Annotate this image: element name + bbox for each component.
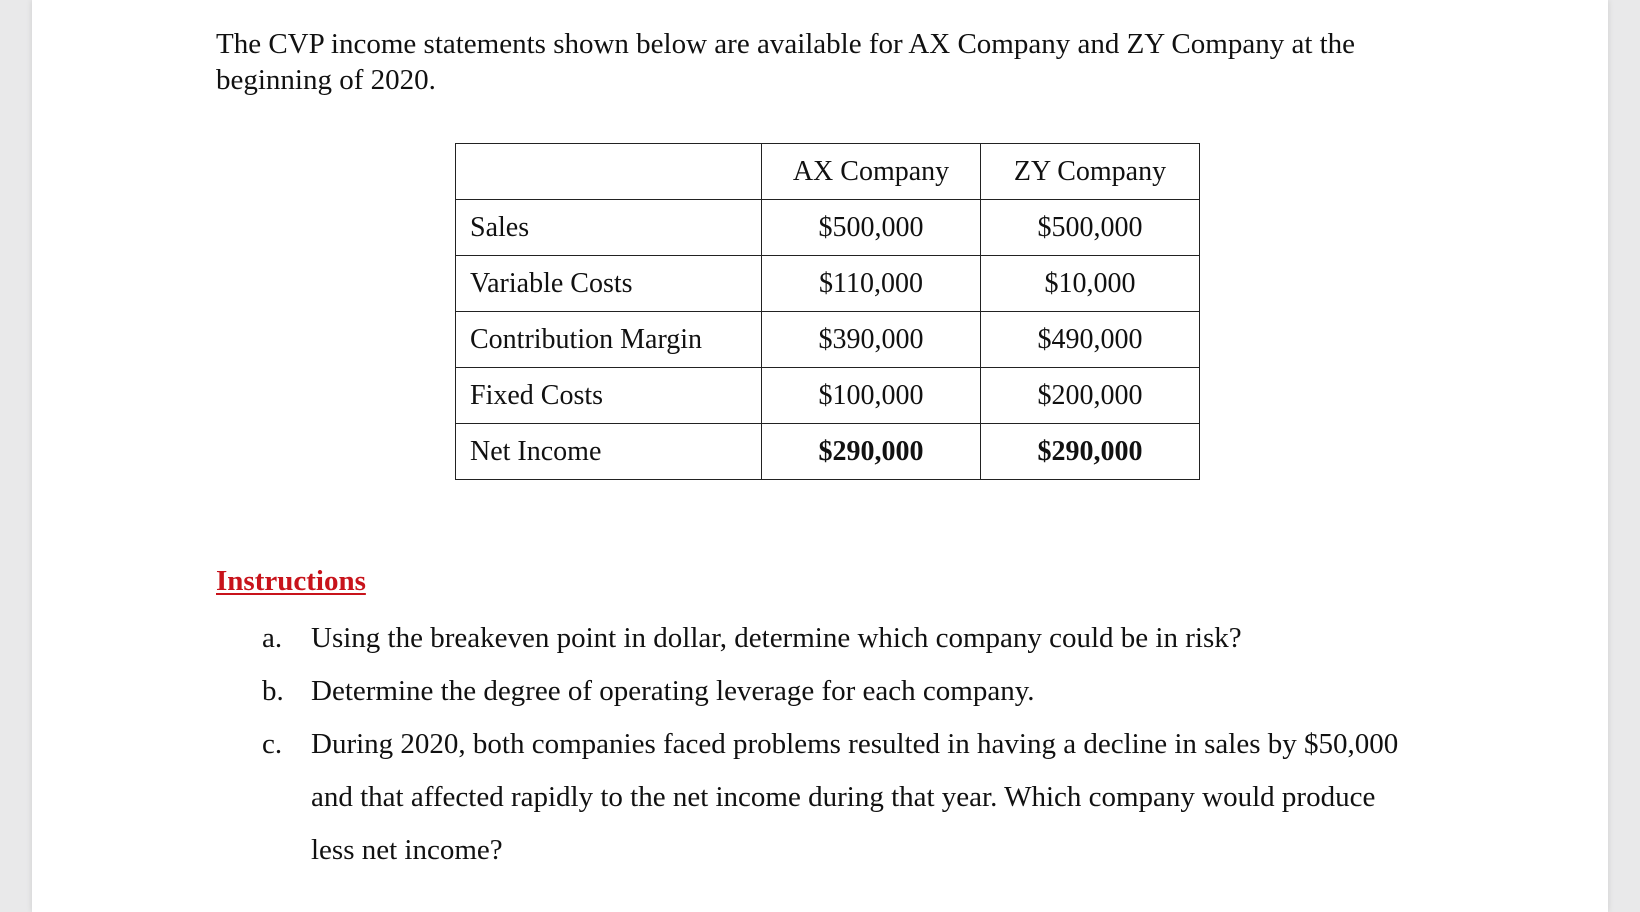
question-text: During 2020, both companies faced problems resulted in having a decline in sales by $50,000 and that affected rapidly to the net income during that year. Which company would produce less net income? [311,728,1399,866]
list-item [262,665,1402,718]
list-marker: c. [262,728,283,760]
zy-value: $200,000 [981,368,1200,424]
row-label: Contribution Margin [456,312,762,368]
table-header-row [456,144,1200,200]
row-label: Net Income [456,424,762,480]
document-page [32,0,1608,912]
cvp-income-table [455,143,1200,480]
question-text: Determine the degree of operating leverage for each company. [311,675,1035,707]
list-marker: a. [262,622,283,654]
zy-value: $490,000 [981,312,1200,368]
ax-value: $100,000 [762,368,981,424]
table-row [456,312,1200,368]
list-item [262,718,1402,877]
ax-value: $500,000 [762,200,981,256]
row-label: Variable Costs [456,256,762,312]
row-label: Sales [456,200,762,256]
header-cell-ax-company: AX Company [762,144,981,200]
table-row [456,368,1200,424]
instructions-list [262,612,1402,877]
intro-paragraph: The CVP income statements shown below are available for AX Company and ZY Company at the beginning of 2020. [216,28,1356,96]
zy-net-income: $290,000 [981,424,1200,480]
zy-value: $10,000 [981,256,1200,312]
row-label: Fixed Costs [456,368,762,424]
instructions-heading: Instructions [216,565,366,597]
table-row [456,200,1200,256]
list-item [262,612,1402,665]
zy-value: $500,000 [981,200,1200,256]
list-marker: b. [262,675,284,707]
table-row-net-income [456,424,1200,480]
header-cell-empty [456,144,762,200]
table-row [456,256,1200,312]
header-cell-zy-company: ZY Company [981,144,1200,200]
ax-value: $390,000 [762,312,981,368]
ax-net-income: $290,000 [762,424,981,480]
question-text: Using the breakeven point in dollar, determine which company could be in risk? [311,622,1242,654]
ax-value: $110,000 [762,256,981,312]
